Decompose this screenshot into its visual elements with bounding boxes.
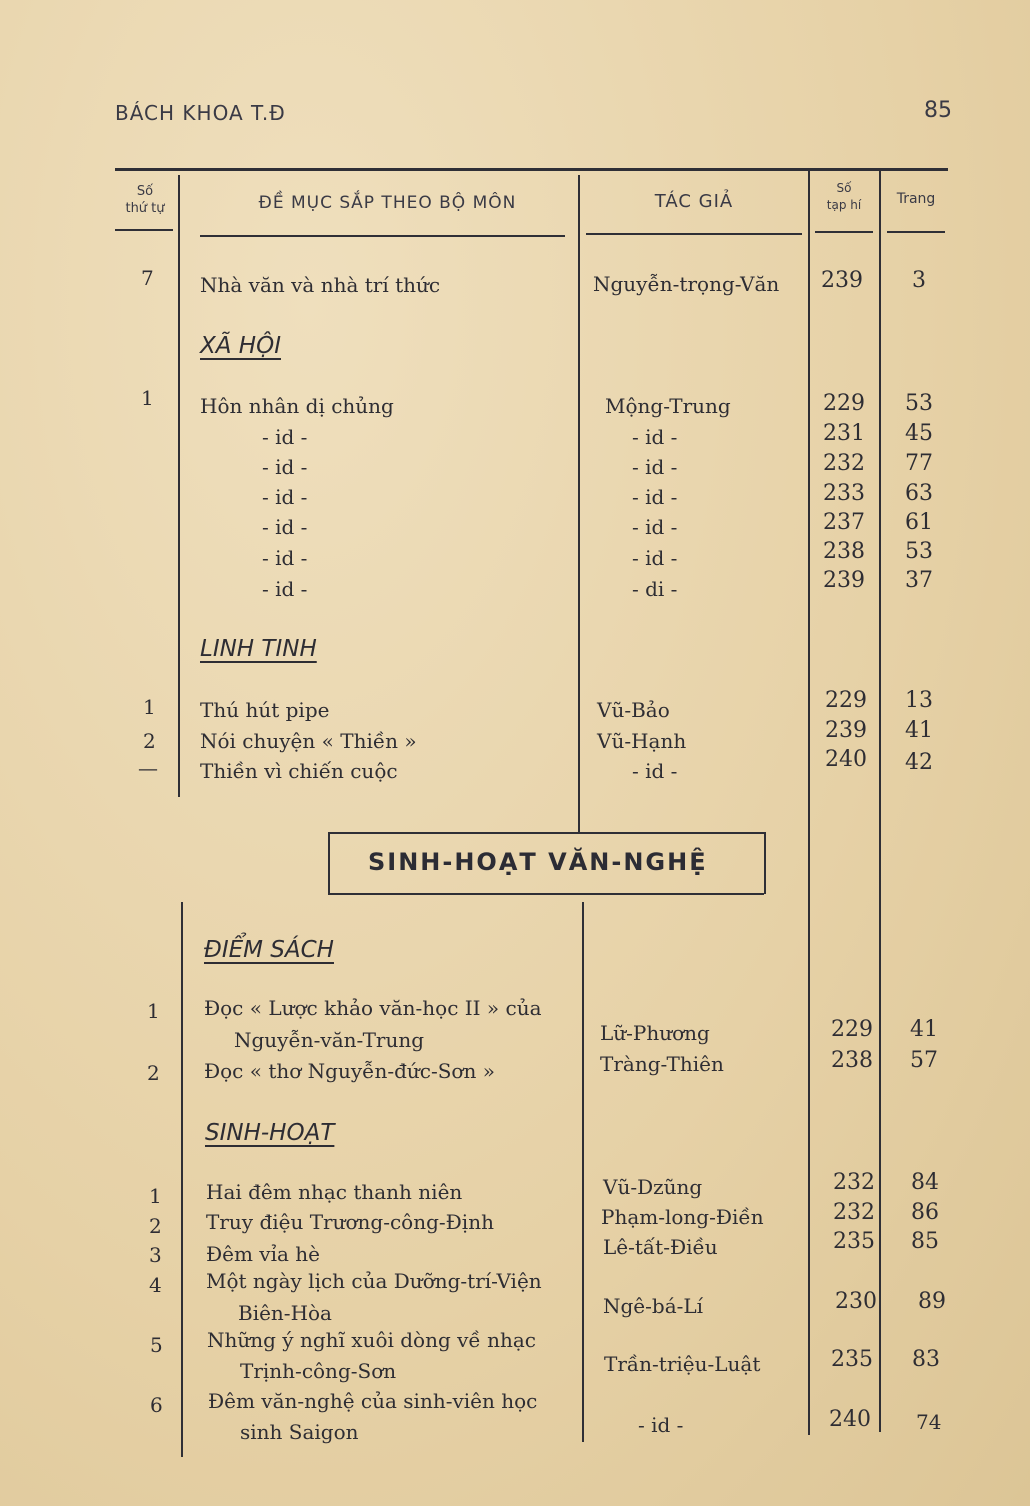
row-page: 86 (911, 1200, 939, 1225)
row-issue: 239 (821, 268, 863, 293)
row-author: - di - (632, 577, 678, 601)
row-page: 77 (905, 451, 933, 476)
row-issue: 233 (823, 481, 865, 506)
row-issue: 231 (823, 421, 865, 446)
row-author: Phạm-long-Điền (601, 1205, 764, 1229)
row-page: 63 (905, 481, 933, 506)
row-author: - id - (632, 546, 678, 570)
vrule-stt (178, 175, 180, 797)
row-title: Nhà văn và nhà trí thức (200, 273, 441, 297)
section-xa-hoi: XÃ HỘI (200, 333, 281, 359)
row-title-cont: sinh Saigon (240, 1420, 359, 1444)
banner-sinh-hoat-van-nghe: SINH-HOẠT VĂN-NGHỆ (368, 848, 708, 876)
row-title: Hai đêm nhạc thanh niên (206, 1180, 463, 1204)
row-title: - id - (262, 515, 308, 539)
row-title: - id - (262, 577, 308, 601)
row-title-cont: Nguyễn-văn-Trung (234, 1028, 425, 1052)
row-author: Vũ-Hạnh (597, 729, 687, 753)
row-issue: 232 (823, 451, 865, 476)
row-title: - id - (262, 546, 308, 570)
vrule-stt-lower (181, 902, 183, 1457)
hdr-underline-stt (115, 229, 173, 231)
vrule-issue (879, 170, 881, 1432)
row-author: - id - (632, 485, 678, 509)
row-author: Lữ-Phương (600, 1021, 710, 1045)
row-author: - id - (632, 515, 678, 539)
row-page: 41 (905, 718, 933, 743)
row-title: - id - (262, 485, 308, 509)
col-header-stt-line2: thứ tự (125, 201, 165, 216)
col-header-author: TÁC GIẢ (654, 191, 734, 212)
section-linh-tinh: LINH TINH (200, 636, 317, 662)
row-issue: 240 (825, 747, 867, 772)
row-title: Đêm văn-nghệ của sinh-viên học (208, 1389, 538, 1413)
row-page: 53 (905, 539, 933, 564)
row-title: Nói chuyện « Thiền » (200, 729, 417, 753)
vrule-title-lower (582, 902, 584, 1442)
row-issue: 237 (823, 510, 865, 535)
row-stt: 7 (141, 266, 154, 290)
col-header-title: ĐỀ MỤC SẮP THEO BỘ MÔN (258, 193, 517, 213)
row-issue: 232 (833, 1200, 875, 1225)
row-title-cont: Trịnh-công-Sơn (240, 1359, 397, 1383)
row-issue: 229 (831, 1017, 873, 1042)
row-stt: 1 (147, 999, 160, 1023)
table-top-rule (115, 168, 948, 171)
row-issue: 229 (823, 391, 865, 416)
row-stt: 2 (149, 1214, 162, 1238)
row-page: 53 (905, 391, 933, 416)
row-author: Nguyễn-trọng-Văn (593, 272, 780, 296)
row-title: Thiền vì chiến cuộc (200, 759, 398, 783)
col-header-issue-line1: Số (836, 181, 852, 195)
row-title: - id - (262, 455, 308, 479)
row-stt: 1 (143, 695, 156, 719)
row-issue: 239 (825, 718, 867, 743)
row-title: - id - (262, 425, 308, 449)
row-issue: 235 (831, 1347, 873, 1372)
row-stt: 5 (150, 1333, 163, 1357)
row-author: - id - (632, 759, 678, 783)
row-page: 37 (905, 568, 933, 593)
row-author: Ngê-bá-Lí (603, 1294, 704, 1318)
row-stt: 6 (150, 1393, 163, 1417)
row-stt: 2 (143, 729, 156, 753)
hdr-underline-title (200, 235, 565, 237)
page-number: 85 (924, 98, 952, 123)
row-stt: — (138, 756, 158, 780)
hdr-underline-author (586, 233, 802, 235)
row-title-cont: Biên-Hòa (238, 1301, 332, 1325)
row-page: 84 (911, 1170, 939, 1195)
row-issue: 229 (825, 688, 867, 713)
row-page: 74 (916, 1410, 942, 1434)
section-diem-sach: ĐIỂM SÁCH (204, 937, 334, 963)
row-page: 89 (918, 1289, 946, 1314)
col-header-issue-line2: tạp hí (826, 198, 862, 212)
row-author: - id - (638, 1413, 684, 1437)
row-issue: 238 (831, 1048, 873, 1073)
row-title: Thú hút pipe (200, 698, 330, 722)
row-stt: 4 (149, 1273, 162, 1297)
row-title: Đêm vỉa hè (206, 1242, 320, 1266)
row-author: Tràng-Thiên (600, 1052, 724, 1076)
row-page: 3 (912, 268, 926, 293)
row-title: Đọc « thơ Nguyễn-đức-Sơn » (204, 1059, 495, 1083)
row-page: 13 (905, 688, 933, 713)
row-author: Lê-tất-Điều (603, 1235, 718, 1259)
row-author: - id - (632, 455, 678, 479)
row-author: - id - (632, 425, 678, 449)
row-stt: 2 (147, 1061, 160, 1085)
row-page: 85 (911, 1229, 939, 1254)
row-issue: 230 (835, 1289, 877, 1314)
row-issue: 240 (829, 1407, 871, 1432)
row-issue: 235 (833, 1229, 875, 1254)
row-author: Vũ-Dzũng (603, 1175, 703, 1199)
row-page: 83 (912, 1347, 940, 1372)
running-header: BÁCH KHOA T.Đ (115, 101, 286, 125)
hdr-underline-issue (815, 231, 873, 233)
row-title: Một ngày lịch của Dưỡng-trí-Viện (206, 1269, 542, 1293)
col-header-issue (812, 180, 876, 214)
row-author: Vũ-Bảo (597, 698, 670, 722)
row-stt: 3 (149, 1243, 162, 1267)
row-title: Truy điệu Trương-công-Định (206, 1210, 494, 1234)
row-title: Những ý nghĩ xuôi dòng về nhạc (207, 1328, 536, 1352)
row-stt: 1 (141, 386, 154, 410)
section-sinh-hoat: SINH-HOẠT (205, 1120, 335, 1146)
row-title: Đọc « Lược khảo văn-học II » của (204, 996, 542, 1020)
row-page: 61 (905, 510, 933, 535)
hdr-underline-page (887, 231, 945, 233)
col-header-stt-line1: Số (136, 184, 154, 199)
row-page: 45 (905, 421, 933, 446)
row-issue: 239 (823, 568, 865, 593)
col-header-stt (112, 183, 178, 217)
col-header-page: Trang (896, 191, 936, 207)
vrule-title (578, 175, 580, 833)
vrule-author (808, 170, 810, 1435)
row-author: Trần-triệu-Luật (604, 1352, 761, 1376)
row-page: 42 (905, 750, 933, 775)
row-author: Mộng-Trung (605, 394, 731, 418)
row-issue: 238 (823, 539, 865, 564)
row-page: 57 (910, 1048, 938, 1073)
row-stt: 1 (149, 1184, 162, 1208)
row-page: 41 (910, 1017, 938, 1042)
row-issue: 232 (833, 1170, 875, 1195)
row-title: Hôn nhân dị chủng (200, 394, 394, 418)
